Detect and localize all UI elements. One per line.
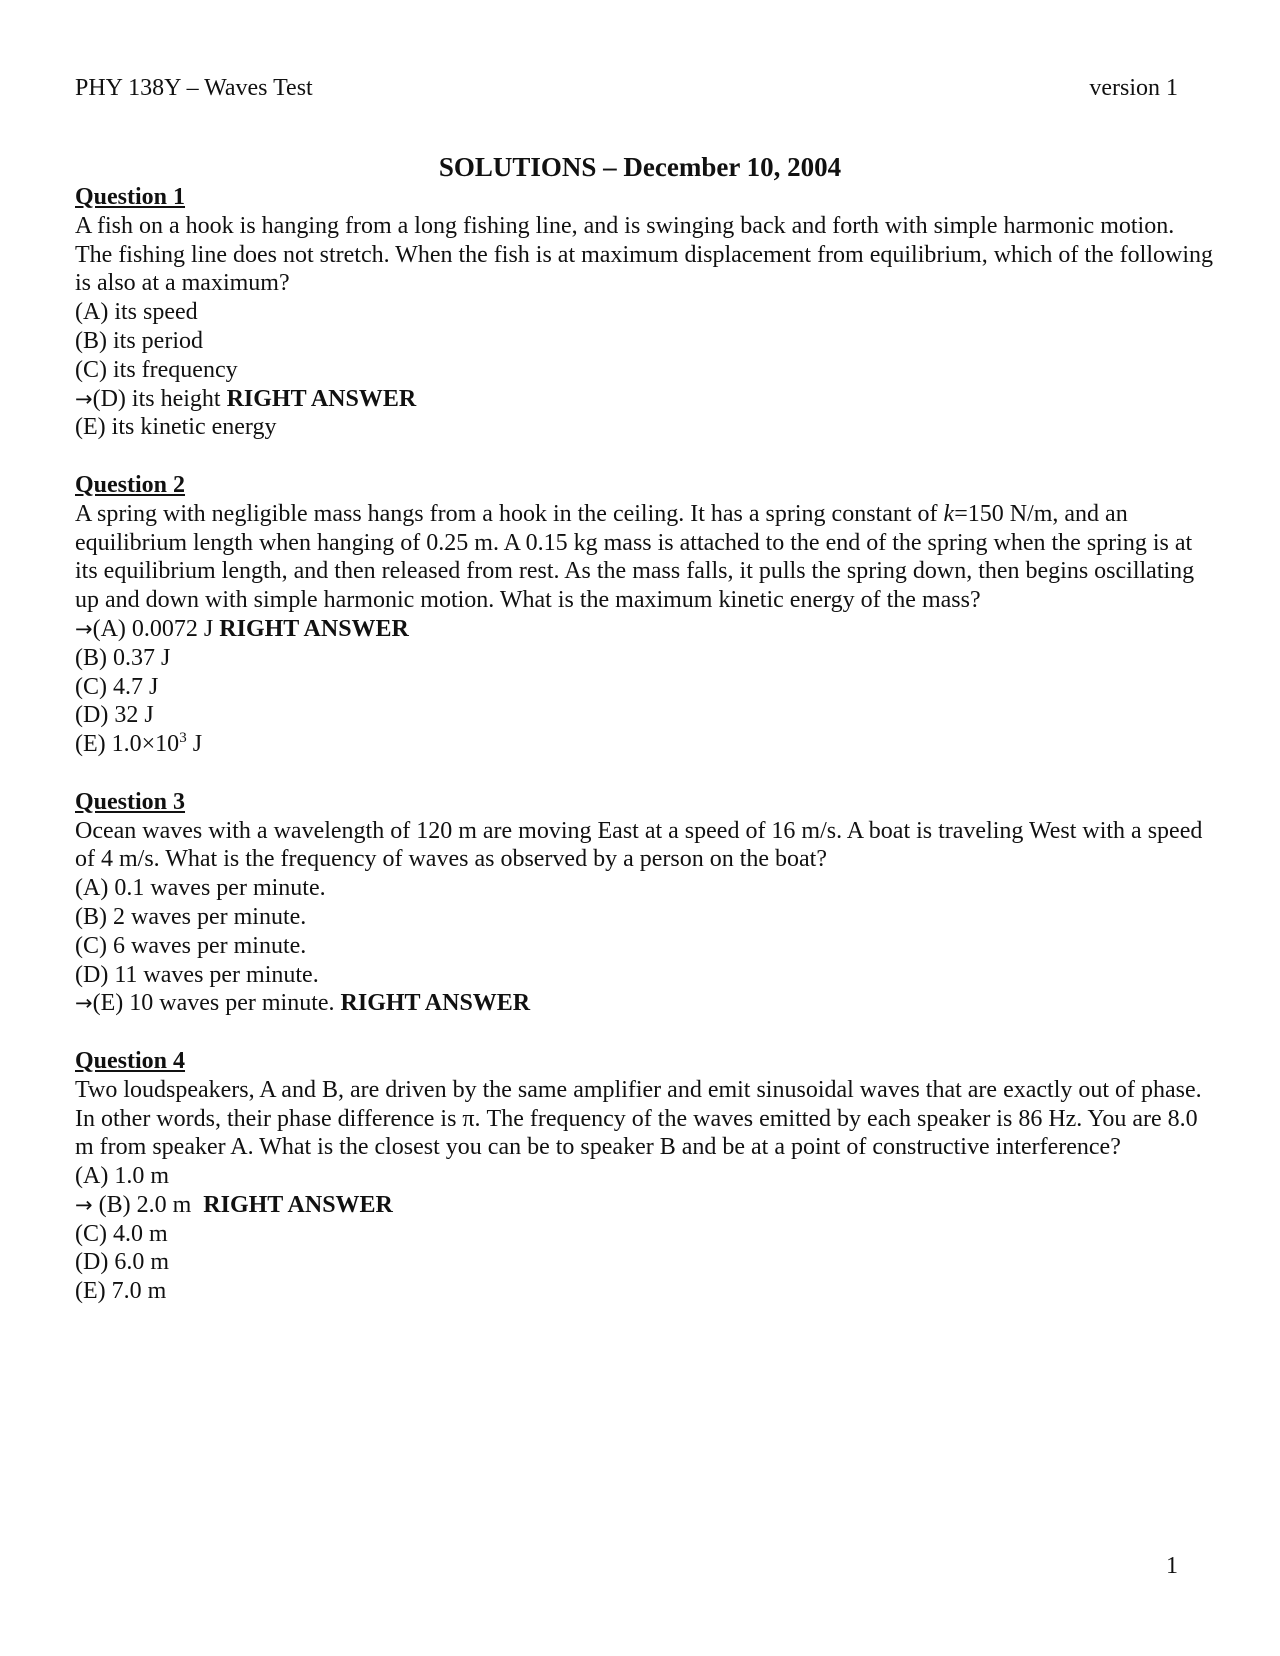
page-number: 1: [1166, 1553, 1178, 1579]
option-text: (E) 10 waves per minute.: [92, 990, 335, 1017]
right-answer-label: RIGHT ANSWER: [219, 615, 409, 642]
option-d-correct: [75, 385, 1215, 414]
option-c: (C) 4.0 m: [75, 1220, 168, 1247]
option-a: (A) 1.0 m: [75, 1163, 169, 1190]
right-arrow-icon: →: [75, 991, 93, 1016]
option-c: (C) its frequency: [75, 356, 238, 383]
option-d: (D) 11 waves per minute.: [75, 961, 319, 988]
option-e-correct: [75, 989, 1215, 1018]
right-arrow-icon: →: [75, 386, 93, 411]
option-b-correct: [75, 1191, 1215, 1220]
right-answer-label: RIGHT ANSWER: [226, 385, 417, 412]
question-text: Two loudspeakers, A and B, are driven by the same amplifier and emit sinusoidal waves that are exactly out of phase. In other words, their phase difference is π. The frequency of the waves emitted by each speaker is 86 Hz. You are 8.0 m from speaker A. What is the closest you can be to speaker B and be at a point of constructive interference?: [75, 1076, 1202, 1161]
question-heading: Question 3: [75, 788, 186, 815]
question-heading: Question 1: [75, 184, 186, 210]
option-e: (E) 7.0 m: [75, 1278, 167, 1305]
option-text: (E) 1.0×10: [75, 731, 180, 758]
option-b: (B) 0.37 J: [75, 644, 171, 671]
option-unit: J: [186, 731, 203, 758]
page-header: [75, 72, 1178, 104]
option-text: (D) its height: [92, 385, 221, 412]
option-text: (B) 2.0 m: [98, 1191, 192, 1218]
document-title: SOLUTIONS – December 10, 2004: [438, 152, 842, 182]
question-3: [75, 788, 1215, 1018]
option-d: (D) 6.0 m: [75, 1249, 169, 1276]
option-b: (B) its period: [75, 327, 203, 354]
option-d: (D) 32 J: [75, 702, 154, 729]
option-a: (A) 0.1 waves per minute.: [75, 875, 326, 902]
right-arrow-icon: →: [75, 616, 93, 641]
question-text-part-2: =150 N/m, and an equilibrium length when hanging of 0.25 m. A 0.15 kg mass is attached to the end of the spring when the spring is at its equilibrium length, and then released from rest. As the mass falls, it pulls the spring down, then begins oscillating up and down with simple harmonic motion. What is the maximum kinetic energy of the mass?: [75, 500, 1195, 614]
question-text: Ocean waves with a wavelength of 120 m are moving East at a speed of 16 m/s. A boat is traveling West with a speed of 4 m/s. What is the frequency of waves as observed by a person on the boat?: [75, 817, 1203, 873]
right-arrow-icon: →: [75, 1192, 93, 1217]
version-label: version 1: [1089, 75, 1178, 101]
option-b: (B) 2 waves per minute.: [75, 903, 307, 930]
course-title: PHY 138Y – Waves Test: [75, 75, 313, 101]
option-e: (E) its kinetic energy: [75, 414, 277, 441]
question-1: [75, 183, 1215, 442]
right-answer-label: RIGHT ANSWER: [203, 1191, 393, 1218]
spring-constant-symbol: k: [943, 500, 955, 527]
question-heading: Question 2: [75, 471, 186, 498]
right-answer-label: RIGHT ANSWER: [340, 990, 531, 1017]
question-text-part-1: A spring with negligible mass hangs from a hook in the ceiling. It has a spring constant of: [75, 500, 944, 527]
option-a: (A) its speed: [75, 299, 198, 326]
option-e: [75, 730, 1215, 759]
questions-body: [75, 183, 1215, 1335]
question-text: [75, 500, 1215, 615]
exponent: 3: [179, 730, 187, 747]
question-text: A fish on a hook is hanging from a long fishing line, and is swinging back and forth with simple harmonic motion. The fishing line does not stretch. When the fish is at maximum displacement from equilibrium, which of the following is also at a maximum?: [75, 212, 1213, 297]
question-4: [75, 1047, 1215, 1306]
option-a-correct: [75, 615, 1215, 644]
option-c: (C) 4.7 J: [75, 673, 159, 700]
option-c: (C) 6 waves per minute.: [75, 932, 307, 959]
question-heading: Question 4: [75, 1047, 186, 1074]
option-text: (A) 0.0072 J: [92, 615, 214, 642]
question-2: [75, 471, 1215, 759]
